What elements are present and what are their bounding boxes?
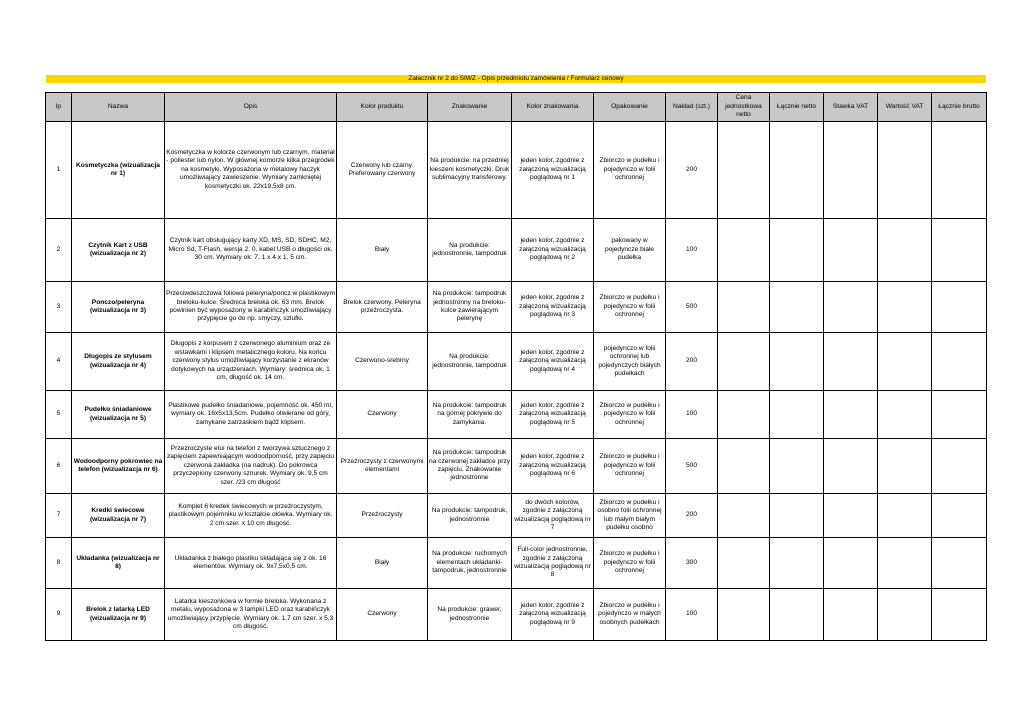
cell-wartosc-vat[interactable] [878, 282, 932, 333]
cell-nazwa: Brelok z latarką LED (wizualizacja nr 9) [72, 589, 165, 641]
cell-lacznie-netto[interactable] [770, 439, 824, 494]
cell-kolor-produktu: Czerwono-srebrny [337, 333, 428, 391]
cell-stawka-vat[interactable] [824, 333, 878, 391]
cell-naklad: 200 [666, 122, 718, 219]
header-znakowanie: Znakowanie [428, 93, 512, 122]
price-form-table [45, 92, 987, 641]
cell-nazwa: Układanka (wizualizacja nr 8) [72, 538, 165, 589]
cell-kolor-produktu: Przeźroczysty [337, 494, 428, 538]
cell-lacznie-netto[interactable] [770, 538, 824, 589]
cell-kolor-produktu: Przeźroczysty z czerwonymi elementami [337, 439, 428, 494]
cell-lacznie-netto[interactable] [770, 494, 824, 538]
cell-wartosc-vat[interactable] [878, 122, 932, 219]
cell-nazwa: Długopis ze stylusem (wizualizacja nr 4) [72, 333, 165, 391]
cell-lp: 8 [46, 538, 72, 589]
cell-naklad: 500 [666, 282, 718, 333]
cell-nazwa: Czytnik Kart z USB (wizualizacja nr 2) [72, 219, 165, 282]
cell-stawka-vat[interactable] [824, 589, 878, 641]
cell-lacznie-netto[interactable] [770, 589, 824, 641]
cell-cena-jednostkowa[interactable] [718, 439, 770, 494]
cell-lacznie-brutto[interactable] [932, 494, 987, 538]
cell-znakowanie: Na produkcie: grawer, jednostronnie [428, 589, 512, 641]
table-row [46, 333, 987, 391]
cell-opakowanie: Zbiorczo w pudełku i pojedynczo w folii ochronnej [594, 122, 666, 219]
cell-znakowanie: Na produkcie: tampodruk na czerwonej zakładce przy zapięciu. Znakowanie jednostronne [428, 439, 512, 494]
cell-naklad: 100 [666, 589, 718, 641]
cell-znakowanie: Na produkcie: jednostronnie, tampodruk [428, 333, 512, 391]
cell-kolor-znakowania: jeden kolor, zgodnie z załączoną wizualizacją poglądową nr 9 [512, 589, 594, 641]
cell-cena-jednostkowa[interactable] [718, 589, 770, 641]
header-lp: lp [46, 93, 72, 122]
cell-stawka-vat[interactable] [824, 122, 878, 219]
cell-nazwa: Kosmetyczka (wizualizacja nr 1) [72, 122, 165, 219]
cell-opis: Przeciwdeszczowa foliowa peleryna/poncz w plastikowym breloku-kulce. Średnica breloka ok. 63 mm. Brelok powinien być wyposażony w karabińczyk umożliwiający przypięcie go do np. smyczy, szlufki. [165, 282, 337, 333]
document-title-banner: Załacznik nr 2 do SIWZ - Opis przedmiotu zamówienia / Formularz cenowy [46, 75, 986, 83]
cell-znakowanie: Na produkcie: na przedniej kieszeni kosmetyczki. Druk sublimacyjny transferowy. [428, 122, 512, 219]
cell-wartosc-vat[interactable] [878, 589, 932, 641]
cell-lacznie-brutto[interactable] [932, 538, 987, 589]
header-lacznie-brutto: Łącznie brutto [932, 93, 987, 122]
cell-znakowanie: Na produkcie: tampodruk jednostronny na breloku-kulce zawierającym pelerynę [428, 282, 512, 333]
cell-lp: 9 [46, 589, 72, 641]
cell-cena-jednostkowa[interactable] [718, 494, 770, 538]
cell-kolor-produktu: Brelok czerwony. Peleryna przeźroczysta. [337, 282, 428, 333]
header-naklad: Nakład (szt.) [666, 93, 718, 122]
cell-cena-jednostkowa[interactable] [718, 122, 770, 219]
cell-opis: Plastikowe pudełko śniadaniowe, pojemność ok. 450 ml, wymiary ok. 16x5x13,5cm. Pudełko otwierane od góry, zamykane zatrzaskiem bądź klipsem. [165, 391, 337, 439]
cell-lacznie-netto[interactable] [770, 333, 824, 391]
cell-opakowanie: Zbiorczo w pudełku i osobno folii ochronnej lub małym białym pudełku osobno [594, 494, 666, 538]
cell-cena-jednostkowa[interactable] [718, 333, 770, 391]
cell-nazwa: Wodoodporny pokrowiec na telefon (wizualizacja nr 6) [72, 439, 165, 494]
cell-wartosc-vat[interactable] [878, 494, 932, 538]
cell-lacznie-netto[interactable] [770, 282, 824, 333]
cell-opis: Latarka kieszonkowa w formie breloka. Wykonana z metalu, wyposażona w 3 lampki LED oraz karabińczyk umożliwiający przypięcie. Wymiary ok. 1,7 cm szer. x 5,3 cm długość. [165, 589, 337, 641]
cell-kolor-znakowania: jeden kolor, zgodnie z załączoną wizualizacją poglądową nr 1 [512, 122, 594, 219]
cell-naklad: 100 [666, 391, 718, 439]
cell-kolor-produktu: Czerwony lub czarny. Preferowany czerwony [337, 122, 428, 219]
cell-naklad: 500 [666, 439, 718, 494]
cell-lacznie-netto[interactable] [770, 122, 824, 219]
cell-lacznie-brutto[interactable] [932, 439, 987, 494]
header-lacznie-netto: Łącznie netto [770, 93, 824, 122]
cell-opis: Komplet 6 kredek świecowych w przeźroczystym, plastikowym pojemniku w kształcie ołówka. Wymiary ok. 2 cm szer. x 10 cm długość. [165, 494, 337, 538]
cell-cena-jednostkowa[interactable] [718, 538, 770, 589]
cell-wartosc-vat[interactable] [878, 219, 932, 282]
cell-opis: Układanka z białego plastiku składająca się z ok. 16 elementów. Wymiary ok. 9x7,5x0,5 cm. [165, 538, 337, 589]
cell-lacznie-netto[interactable] [770, 219, 824, 282]
cell-kolor-produktu: Biały [337, 219, 428, 282]
cell-opis: Długopis z korpusem z czerwonego aluminium oraz ze wstawkami i klipsem metalicznego koloru. Na końcu czerwony stylus umożliwiający korzystanie z ekranów dotykowych na urządzeniach. Wymiary: średnica ok. 1 cm, długość ok. 14 cm. [165, 333, 337, 391]
header-stawka-vat: Stawka VAT [824, 93, 878, 122]
cell-lacznie-brutto[interactable] [932, 282, 987, 333]
header-kolor-produktu: Kolor produktu [337, 93, 428, 122]
cell-kolor-znakowania: jeden kolor, zgodnie z załączoną wizualizacją poglądową nr 6 [512, 439, 594, 494]
cell-lacznie-brutto[interactable] [932, 333, 987, 391]
cell-kolor-produktu: Biały [337, 538, 428, 589]
cell-wartosc-vat[interactable] [878, 333, 932, 391]
cell-opakowanie: pakowany w pojedyncze białe pudełka [594, 219, 666, 282]
cell-znakowanie: Na produkcie: ruchomych elementach układanki-tampodruk, jednostronnie [428, 538, 512, 589]
cell-kolor-znakowania: jeden kolor, zgodnie z załączoną wizualizacją poglądową nr 4 [512, 333, 594, 391]
cell-wartosc-vat[interactable] [878, 538, 932, 589]
cell-lacznie-netto[interactable] [770, 391, 824, 439]
cell-lp: 1 [46, 122, 72, 219]
cell-naklad: 200 [666, 494, 718, 538]
table-row [46, 122, 987, 219]
table-row [46, 439, 987, 494]
cell-lp: 4 [46, 333, 72, 391]
cell-nazwa: Kredki świecowe (wizualizacja nr 7) [72, 494, 165, 538]
cell-opis: Przezroczyste etui na telefon z tworzywa sztucznego z zapięciem zapewniającym wodoodporność, przy zapięciu czerwona zakładka (na nadruk). Do pokrowca przyczepiony czerwony sznurek. Wymiary ok. 9,5 cm szer. /23 cm długość [165, 439, 337, 494]
table-row [46, 538, 987, 589]
cell-lp: 7 [46, 494, 72, 538]
cell-kolor-znakowania: jeden kolor, zgodnie z załączoną wizualizacją poglądową nr 2 [512, 219, 594, 282]
header-row [46, 93, 987, 122]
cell-lacznie-brutto[interactable] [932, 122, 987, 219]
header-cena-jednostkowa: Cena jednostkowa netto [718, 93, 770, 122]
table-row [46, 494, 987, 538]
cell-lacznie-brutto[interactable] [932, 391, 987, 439]
cell-cena-jednostkowa[interactable] [718, 219, 770, 282]
cell-nazwa: Ponczo/peleryna (wizualizacja nr 3) [72, 282, 165, 333]
cell-wartosc-vat[interactable] [878, 439, 932, 494]
cell-kolor-znakowania: jeden kolor, zgodnie z załączoną wizualizacją poglądową nr 5 [512, 391, 594, 439]
cell-kolor-produktu: Czerwony [337, 589, 428, 641]
cell-naklad: 300 [666, 538, 718, 589]
cell-znakowanie: Na produkcie: jednostronnie, tampodruk [428, 219, 512, 282]
header-wartosc-vat: Wartość VAT [878, 93, 932, 122]
cell-lp: 5 [46, 391, 72, 439]
cell-stawka-vat[interactable] [824, 439, 878, 494]
cell-kolor-produktu: Czerwony [337, 391, 428, 439]
table-row [46, 589, 987, 641]
cell-opakowanie: Zbiorczo w pudełku i pojedynczo w folii ochronnej [594, 439, 666, 494]
cell-opakowanie: Zbiorczo w pudełku i pojedynczo w folii ochronnej [594, 391, 666, 439]
cell-nazwa: Pudełko śniadaniowe (wizualizacja nr 5) [72, 391, 165, 439]
cell-kolor-znakowania: Full-color jednostronnie, zgodnie z załączoną wizualizacją poglądową nr 8 [512, 538, 594, 589]
cell-znakowanie: Na produkcie: tampodruk na górnej pokrywie do zamykania. [428, 391, 512, 439]
cell-opakowanie: pojedynczo w folii ochronnej lub pojedynczych białych pudełkach [594, 333, 666, 391]
table-row [46, 282, 987, 333]
cell-stawka-vat[interactable] [824, 494, 878, 538]
cell-opakowanie: Zbiorczo w pudełku i pojedynczo w folii ochronnej [594, 282, 666, 333]
cell-lp: 3 [46, 282, 72, 333]
cell-naklad: 200 [666, 333, 718, 391]
cell-cena-jednostkowa[interactable] [718, 282, 770, 333]
cell-stawka-vat[interactable] [824, 391, 878, 439]
cell-kolor-znakowania: do dwóch kolorów, zgodnie z załączoną wizualizacją poglądową nr 7 [512, 494, 594, 538]
cell-kolor-znakowania: jeden kolor, zgodnie z załączoną wizualizacją poglądową nr 3 [512, 282, 594, 333]
cell-cena-jednostkowa[interactable] [718, 391, 770, 439]
cell-stawka-vat[interactable] [824, 282, 878, 333]
cell-opakowanie: Zbiorczo w pudełku i pojedynczo w małych osobnych pudełkach [594, 589, 666, 641]
table-row [46, 391, 987, 439]
header-opakowanie: Opakowanie [594, 93, 666, 122]
header-kolor-znakowania: Kolor znakowania [512, 93, 594, 122]
header-opis: Opis [165, 93, 337, 122]
cell-lp: 2 [46, 219, 72, 282]
cell-opis: Kosmetyczka w kolorze czerwonym lub czarnym, materiał - poliester lub nylon. W głównej komorze kilka przegródek na kosmetyki. Wyposażona w metalowy haczyk umożliwiający zawieszenie. Wymiary zamkniętej kosmetyczki ok. 22x19,5x8 cm. [165, 122, 337, 219]
cell-lacznie-brutto[interactable] [932, 219, 987, 282]
header-nazwa: Nazwa [72, 93, 165, 122]
table-row [46, 219, 987, 282]
cell-naklad: 100 [666, 219, 718, 282]
cell-wartosc-vat[interactable] [878, 391, 932, 439]
cell-opakowanie: Zbiorczo w pudełku i pojedynczo w folii ochronnej [594, 538, 666, 589]
cell-opis: Czytnik kart obsługujący karty XD, MS, SD, SDHC, M2, Micro Sd, T-Flash, wersja 2. 0, kabel USB o długości ok. 30 cm. Wymiary ok: 7, 1 x 4 x 1, 5 cm. [165, 219, 337, 282]
cell-lacznie-brutto[interactable] [932, 589, 987, 641]
cell-znakowanie: Na produkcie: tampodruk, jednostronnie [428, 494, 512, 538]
cell-stawka-vat[interactable] [824, 538, 878, 589]
cell-lp: 6 [46, 439, 72, 494]
cell-stawka-vat[interactable] [824, 219, 878, 282]
